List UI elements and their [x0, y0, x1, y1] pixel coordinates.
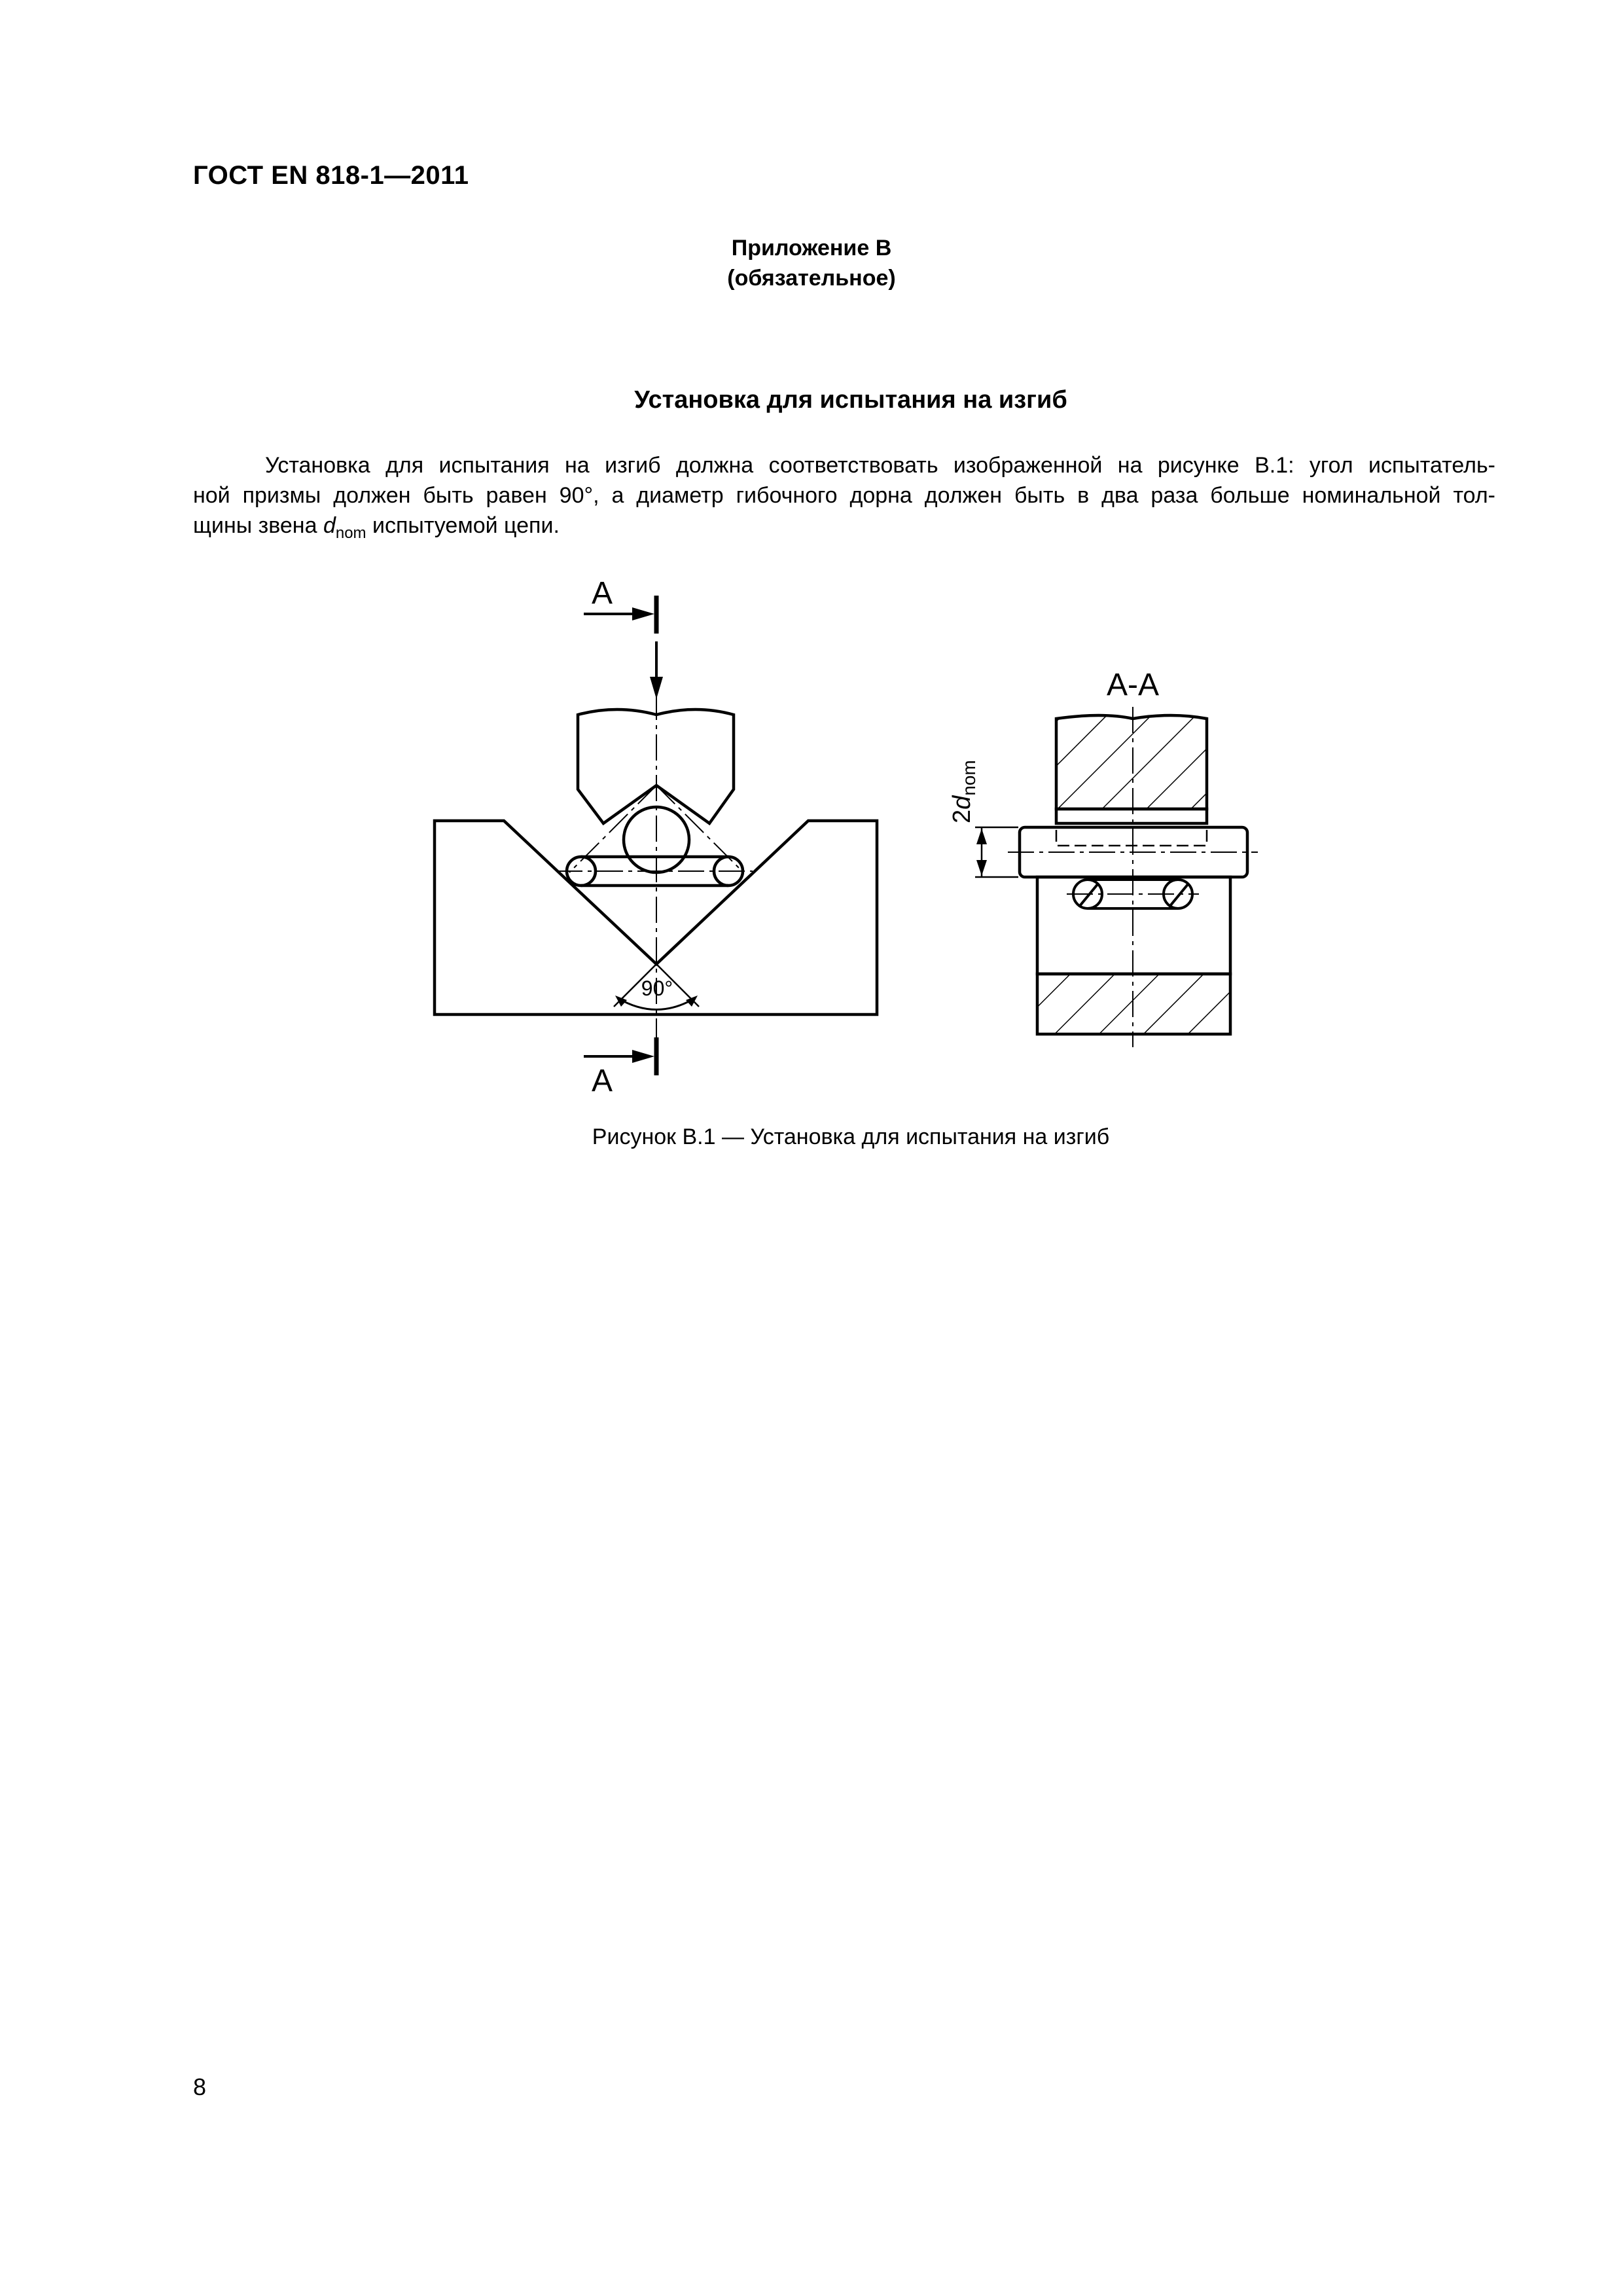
- dimension-label: [948, 760, 979, 823]
- variable-d: d: [323, 513, 336, 538]
- punch-tip: [1056, 809, 1207, 823]
- paragraph-line-3-prefix: щины звена: [193, 513, 323, 538]
- punch-section: [1056, 715, 1207, 809]
- dimension-2dnom: [948, 760, 1018, 877]
- force-arrow: [650, 641, 663, 699]
- annex-status: (обязательное): [727, 266, 896, 291]
- center-lines: [556, 694, 753, 1060]
- paragraph-line-1: Установка для испытания на изгиб должна соответствовать изображенной на рисунке В.1: угол испытатель-: [265, 453, 1495, 478]
- section-view-title: А-А: [1106, 668, 1160, 702]
- paragraph-line-2: ной призмы должен быть равен 90°, а диаметр гибочного дорна должен быть в два раза больше номинальной тол-: [193, 483, 1495, 508]
- dimension-sub: nom: [959, 760, 979, 796]
- prism-section: [1037, 877, 1230, 974]
- section-view: [948, 668, 1258, 1047]
- page-number: 8: [193, 2073, 207, 2100]
- dimension-coef: 2: [948, 809, 976, 823]
- section-mark-bottom: [584, 1037, 656, 1098]
- annex-label: Приложение В: [731, 236, 892, 260]
- angle-label: 90°: [641, 977, 673, 1000]
- section-mark-top-label: А: [591, 576, 613, 611]
- prism-base-section: [1037, 974, 1230, 1034]
- figure-caption: Рисунок В.1 — Установка для испытания на изгиб: [592, 1124, 1110, 1149]
- front-view: [435, 576, 877, 1098]
- dimension-var: d: [948, 795, 976, 810]
- mandrel-hidden-edge: [1056, 827, 1207, 846]
- document-code: ГОСТ EN 818-1—2011: [193, 161, 469, 190]
- section-mark-bottom-label: А: [591, 1064, 613, 1098]
- section-mark-top: [584, 576, 656, 634]
- paragraph-line-3-suffix: испытуемой цепи.: [366, 513, 560, 538]
- section-heading: Установка для испытания на изгиб: [634, 386, 1067, 414]
- subscript-nom: nom: [335, 524, 366, 542]
